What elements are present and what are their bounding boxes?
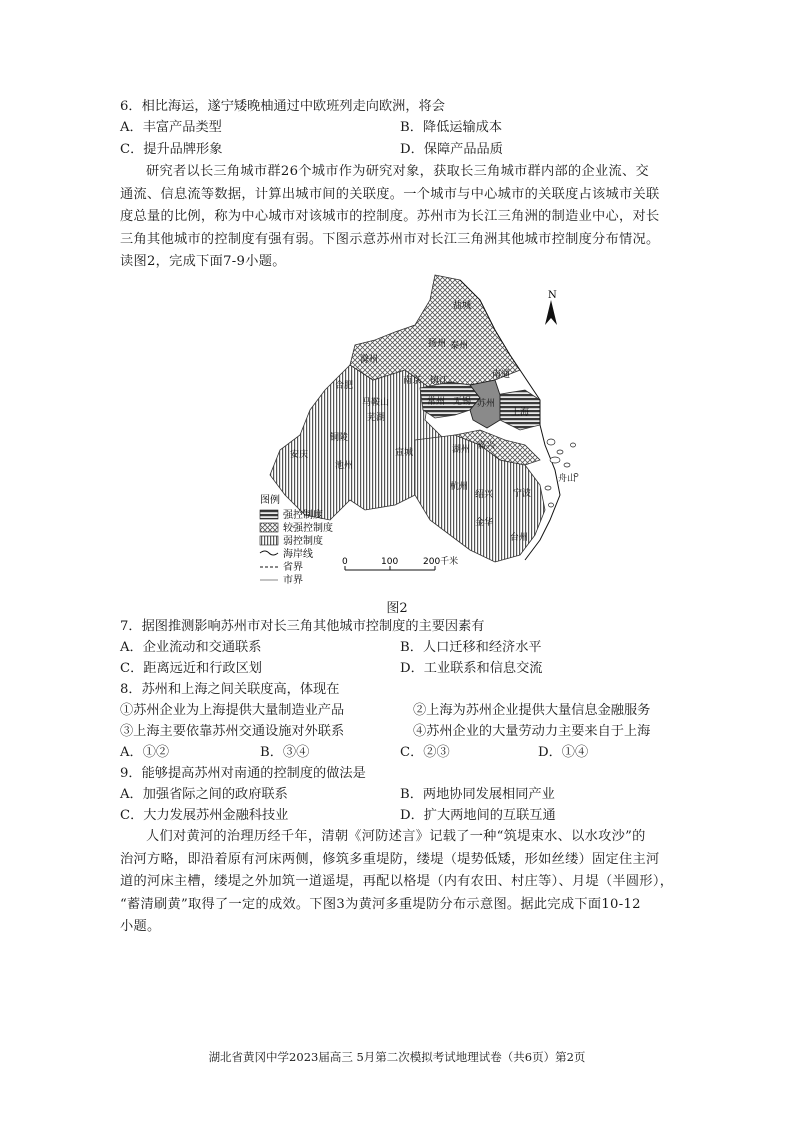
legend-weak: 弱控制度: [283, 536, 323, 547]
intro2-line-2: 治河方略，即沿着原有河床两侧，修筑多重堤防，缕堤（堤势低矮，形如丝缕）固定住主河: [120, 851, 660, 867]
q9-stem: 9．能够提高苏州对南通的控制度的做法是: [120, 766, 366, 781]
legend-strong: 强控制度: [283, 510, 323, 521]
q7-option-c: C．距离远近和行政区划: [120, 661, 262, 676]
city-label-suzhou: 苏州: [477, 399, 496, 409]
q7-option-a: A．企业流动和交通联系: [120, 640, 262, 655]
q9-option-c: C．大力发展苏州金融科技业: [120, 808, 289, 823]
scale-bar: [342, 555, 458, 570]
city-label-nantong: 南通: [492, 370, 511, 380]
city-label-tongling: 铜陵: [330, 433, 349, 443]
q8-statement-1: ①苏州企业为上海提供大量制造业产品: [120, 703, 345, 718]
q7-stem: 7．据图推测影响苏州市对长三角其他城市控制度的主要因素有: [120, 619, 485, 634]
q9-option-d: D．扩大两地间的互联互通: [400, 808, 556, 823]
city-label-jinhua: 金华: [475, 518, 494, 528]
city-label-jiaxing: 嘉兴: [477, 441, 496, 451]
legend-coastline: 海岸线: [283, 549, 313, 560]
q6-stem: 6．相比海运，遂宁矮晚柚通过中欧班列走向欧洲，将会: [120, 99, 445, 114]
intro-paragraph-2: [120, 826, 676, 939]
city-label-ningbo: 宁波: [513, 489, 532, 499]
page-footer: 湖北省黄冈中学2023届高三 5月第二次模拟考试地理试卷（共6页）第2页: [208, 1050, 586, 1064]
legend-province-border: 省界: [283, 562, 303, 573]
north-arrow: [545, 290, 557, 325]
city-label-yancheng: 盐城: [453, 301, 472, 311]
city-label-nanjing: 南京: [403, 376, 422, 386]
scale-label-100: 100: [381, 557, 399, 567]
city-label-shanghai: 上海: [511, 408, 530, 418]
city-label-anqing: 安庆: [290, 450, 309, 460]
intro1-line-2: 通流、信息流等数据，计算出城市间的关联度。一个城市与中心城市的关联度占该城市关联: [120, 186, 660, 202]
q6-option-b: B．降低运输成本: [400, 120, 503, 135]
q8-statement-2: ②上海为苏州企业提供大量信息金融服务: [413, 703, 651, 718]
intro2-line-4: “蓄清刷黄”取得了一定的成效。下图3为黄河多重堤防分布示意图。据此完成下面10-12: [120, 896, 641, 912]
intro2-line-5: 小题。: [120, 919, 161, 934]
city-label-shaoxing: 绍兴: [475, 490, 494, 500]
city-label-zhenjiang: 镇江: [430, 376, 449, 386]
q8-stem: 8．苏州和上海之间关联度高，体现在: [120, 682, 340, 697]
city-label-maanshan: 马鞍山: [362, 398, 390, 408]
city-label-wuxi: 无锡: [453, 397, 472, 407]
city-label-taizhou-zj: 台州: [510, 533, 529, 543]
city-label-zhoushan: 舟山: [558, 474, 577, 484]
legend-medium: 较强控制度: [283, 523, 333, 534]
city-label-taizhou-js: 泰州: [450, 341, 469, 351]
legend-title: 图例: [260, 495, 280, 506]
svg-text:N: N: [548, 290, 557, 301]
islands: [545, 439, 578, 507]
q7-option-d: D．工业联系和信息交流: [400, 661, 543, 676]
q8-statement-3: ③上海主要依靠苏州交通设施对外联系: [120, 724, 345, 739]
legend-city-border: 市界: [283, 575, 303, 586]
q9-option-b: B．两地协同发展相同产业: [400, 787, 555, 802]
city-label-hefei: 合肥: [335, 381, 354, 391]
figure-caption: 图2: [386, 601, 408, 616]
q8-option-a: A．①②: [120, 745, 170, 760]
city-label-chuzhou: 滁州: [360, 355, 379, 365]
city-label-wuhu: 芜湖: [367, 413, 386, 423]
intro1-line-5: 读图2，完成下面7-9小题。: [120, 254, 286, 269]
q7-option-b: B．人口迁移和经济水平: [400, 640, 542, 655]
yangtze-delta-control-map: [255, 270, 585, 595]
intro1-line-3: 度总量的比例，称为中心城市对该城市的控制度。苏州市为长江三角洲的制造业中心，对长: [120, 209, 660, 224]
city-label-huzhou: 湖州: [452, 445, 471, 455]
intro1-line-1: 研究者以长三角城市群26个城市作为研究对象，获取长三角城市群内部的企业流、交: [146, 164, 649, 179]
q6-option-c: C．提升品牌形象: [120, 142, 223, 157]
q6-option-a: A．丰富产品类型: [120, 120, 222, 135]
scale-label-200km: 200千米: [423, 557, 459, 567]
q8-statement-4: ④苏州企业的大量劳动力主要来自于上海: [413, 724, 651, 739]
intro1-line-4: 三角其他城市的控制度有强有弱。下图示意苏州市对长江三角洲其他城市控制度分布情况。: [120, 231, 660, 247]
q6-option-d: D．保障产品品质: [400, 142, 503, 157]
intro2-line-3: 道的河床主槽，缕堤之外加筑一道遥堤，再配以格堤（内有农田、村庄等）、月堤（半圆形），: [120, 874, 674, 889]
q9-option-a: A．加强省际之间的政府联系: [120, 787, 288, 802]
city-label-xuancheng: 宣城: [395, 448, 414, 458]
intro2-line-1: 人们对黄河的治理历经千年，清朝《河防述言》记载了一种“筑堤束水、以水攻沙”的: [146, 829, 646, 844]
city-label-hangzhou: 杭州: [450, 482, 469, 492]
q8-option-c: C．②③: [400, 745, 450, 760]
city-label-changzhou: 常州: [427, 397, 446, 407]
city-label-chizhou: 池州: [335, 461, 354, 471]
city-label-yangzhou: 扬州: [428, 339, 447, 349]
q8-option-d: D．①④: [538, 745, 589, 760]
intro-paragraph-1: [120, 161, 676, 274]
q8-option-b: B．③④: [260, 745, 310, 760]
scale-label-0: 0: [342, 557, 348, 567]
